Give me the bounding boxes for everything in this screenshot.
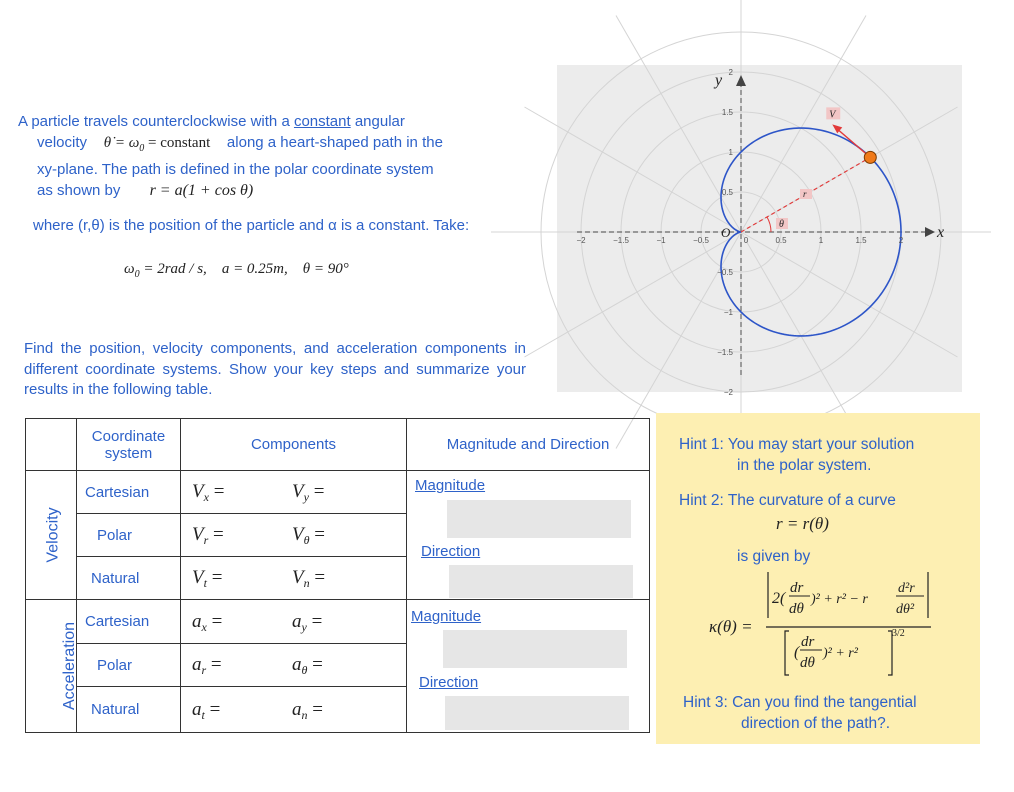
component-2: $a_\theta$ = bbox=[292, 654, 323, 677]
den-dtheta: dθ bbox=[800, 655, 815, 671]
path-equation: r = a(1 + cos θ) bbox=[149, 182, 254, 199]
num-mid: )² + r² − r bbox=[811, 592, 868, 607]
task-paragraph: Find the position, velocity components, and acceleration components in different coordinate systems. Show your key steps and summarize your results in the following table. bbox=[24, 340, 526, 398]
given-values: $\omega_0 = 2rad / s$, a = 0.25m, θ = 90° bbox=[124, 261, 349, 280]
x-tick-label: 0 bbox=[743, 236, 749, 245]
kappa-label: κ(θ) = bbox=[709, 617, 753, 636]
y-tick-label: −1 bbox=[723, 308, 733, 317]
components-cell bbox=[181, 557, 407, 600]
header-components: Components bbox=[181, 419, 407, 471]
row-system: Polar bbox=[77, 514, 181, 557]
polar-plot bbox=[557, 65, 962, 397]
y-tick-label: 2 bbox=[728, 68, 733, 77]
components-cell bbox=[181, 600, 407, 644]
v-label: V bbox=[829, 109, 836, 121]
component-1: $a_x$ = bbox=[192, 610, 223, 634]
den-left-bracket bbox=[785, 631, 789, 675]
num-d2r: d²r bbox=[898, 581, 915, 596]
omega-equation: θ̇ = $\omega_0$ = constant bbox=[103, 135, 211, 154]
cardioid-figure bbox=[557, 65, 962, 397]
acceleration-direction-answer-box[interactable] bbox=[445, 696, 629, 730]
v-vector bbox=[835, 127, 870, 157]
y-tick-label: 1 bbox=[728, 148, 733, 157]
num-dr: dr bbox=[790, 580, 804, 596]
acceleration-group-label: Acceleration bbox=[26, 600, 77, 733]
component-1: $a_r$ = bbox=[192, 654, 222, 677]
hint-2-line-2: is given by bbox=[737, 548, 811, 565]
grid-radial bbox=[524, 107, 741, 232]
y-tick-label: −2 bbox=[723, 388, 733, 397]
origin-label: O bbox=[721, 225, 731, 240]
x-tick-label: 1.5 bbox=[855, 236, 867, 245]
hint-3-line-1: Hint 3: Can you find the tangential bbox=[683, 694, 917, 711]
row-system: Natural bbox=[77, 557, 181, 600]
hint-1-line-2: in the polar system. bbox=[737, 457, 872, 474]
intro-text-3: along a heart-shaped path in the bbox=[226, 134, 443, 151]
velocity-magnitude-link[interactable]: Magnitude bbox=[415, 477, 486, 494]
x-tick-label: 0.5 bbox=[775, 236, 787, 245]
component-1: $V_t$ = bbox=[192, 567, 223, 590]
intro-text: A particle travels counterclockwise with a bbox=[18, 113, 290, 130]
component-1: $V_x$ = bbox=[192, 481, 225, 504]
intro-text-4: xy-plane. The path is defined in the polar coordinate system bbox=[37, 161, 434, 178]
where-paragraph: where (r,θ) is the position of the particle and α is a constant. Take: bbox=[33, 217, 470, 234]
header-coordinate-system: Coordinate system bbox=[77, 419, 181, 471]
num-two: 2( bbox=[772, 590, 786, 607]
y-tick-label: 0.5 bbox=[721, 188, 733, 197]
table-row bbox=[26, 471, 650, 514]
components-cell bbox=[181, 471, 407, 514]
den-dr: dr bbox=[801, 634, 815, 650]
y-axis-label: y bbox=[715, 72, 723, 89]
y-tick-label: 1.5 bbox=[721, 108, 733, 117]
table-header-row bbox=[26, 419, 650, 471]
x-axis-arrow bbox=[925, 227, 935, 237]
hint-2-equation: r = r(θ) bbox=[776, 514, 829, 533]
component-2: $V_y$ = bbox=[292, 481, 325, 504]
component-2: $a_y$ = bbox=[292, 610, 323, 634]
intro-text-2: angular bbox=[354, 113, 405, 130]
hint-1-line-1: Hint 1: You may start your solution bbox=[679, 436, 915, 453]
grid-radial bbox=[741, 15, 866, 232]
theta-arc bbox=[767, 217, 771, 232]
y-tick-label: −0.5 bbox=[717, 268, 733, 277]
header-magnitude-direction: Magnitude and Direction bbox=[407, 419, 650, 471]
component-1: $a_t$ = bbox=[192, 698, 221, 722]
row-system: Polar bbox=[77, 644, 181, 687]
row-system: Cartesian bbox=[77, 471, 181, 514]
num-dtheta2: dθ² bbox=[896, 602, 915, 617]
x-tick-label: −2 bbox=[576, 236, 586, 245]
r-label: r bbox=[803, 189, 807, 199]
x-axis-label: x bbox=[937, 224, 945, 241]
x-tick-label: −1 bbox=[656, 236, 666, 245]
acceleration-magnitude-answer-box[interactable] bbox=[443, 630, 627, 668]
velocity-group-label: Velocity bbox=[26, 471, 77, 600]
hint-2-line-1: Hint 2: The curvature of a curve bbox=[679, 492, 896, 509]
grid-radial bbox=[741, 232, 958, 357]
hint-3-line-2: direction of the path?. bbox=[741, 715, 891, 732]
component-2: $V_\theta$ = bbox=[292, 524, 325, 547]
den-exponent: 3/2 bbox=[892, 628, 905, 639]
x-tick-label: −1.5 bbox=[613, 236, 629, 245]
component-2: $V_n$ = bbox=[292, 567, 326, 590]
y-axis-arrow bbox=[736, 75, 746, 86]
constant-link[interactable]: constant bbox=[293, 113, 351, 130]
velocity-direction-link[interactable]: Direction bbox=[421, 543, 481, 560]
x-tick-label: 1 bbox=[818, 236, 824, 245]
intro-text-5: as shown by bbox=[37, 182, 121, 199]
velocity-magnitude-answer-box[interactable] bbox=[447, 500, 631, 538]
header-empty bbox=[26, 419, 77, 471]
problem-paragraph-1 bbox=[18, 111, 512, 201]
particle bbox=[864, 151, 876, 163]
grid-radial bbox=[616, 15, 741, 232]
num-dtheta: dθ bbox=[789, 601, 804, 617]
acceleration-magdir-cell bbox=[407, 600, 650, 733]
results-table bbox=[25, 418, 650, 733]
den-open: ( bbox=[794, 644, 800, 661]
components-cell bbox=[181, 514, 407, 557]
components-cell bbox=[181, 687, 407, 733]
row-system: Natural bbox=[77, 687, 181, 733]
component-2: $a_n$ = bbox=[292, 698, 323, 722]
y-tick-label: −1.5 bbox=[717, 348, 733, 357]
hints-box bbox=[656, 413, 980, 744]
row-system: Cartesian bbox=[77, 600, 181, 644]
acceleration-direction-link[interactable]: Direction bbox=[419, 674, 479, 691]
x-tick-label: 2 bbox=[898, 236, 904, 245]
grid-radial bbox=[524, 232, 741, 357]
acceleration-magnitude-link[interactable]: Magnitude bbox=[411, 608, 482, 625]
velocity-magdir-cell bbox=[407, 471, 650, 600]
table-row bbox=[26, 600, 650, 644]
curvature-formula bbox=[656, 567, 980, 687]
den-close: )² + r² bbox=[823, 646, 858, 661]
component-1: $V_r$ = bbox=[192, 524, 224, 547]
x-tick-label: −0.5 bbox=[693, 236, 709, 245]
components-cell bbox=[181, 644, 407, 687]
theta-label: θ bbox=[779, 219, 784, 230]
velocity-label: velocity bbox=[37, 134, 88, 151]
velocity-direction-answer-box[interactable] bbox=[449, 565, 633, 598]
